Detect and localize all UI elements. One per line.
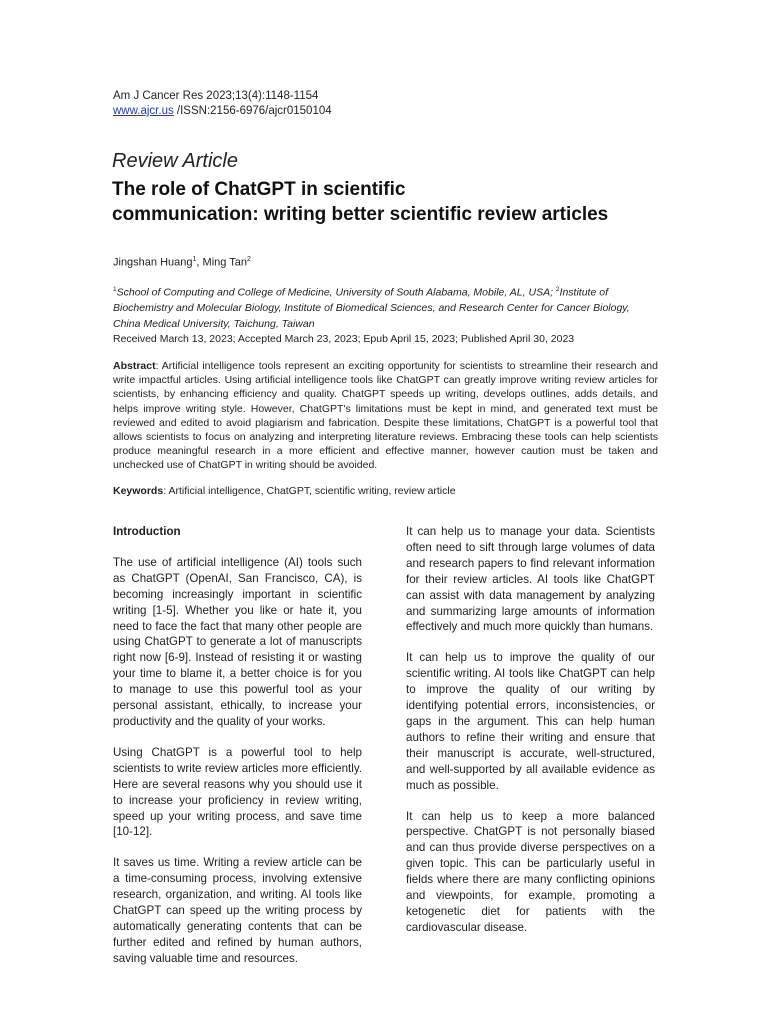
publication-dates: Received March 13, 2023; Accepted March 23, 2023; Epub April 15, 2023; Published April 30, 2023 [113, 333, 575, 345]
body-paragraph: It can help us to manage your data. Scientists often need to sift through large volumes of data and research papers to find relevant information for their review articles. AI tools like ChatGPT can assist with data management by analyzing and summarizing large amounts of information effectively and much more quickly than humans. [406, 525, 655, 634]
body-paragraph: The use of artificial intelligence (AI) tools such as ChatGPT (OpenAI, San Francisco, CA), is becoming increasingly important in scientific writing [1-5]. Whether you like or hate it, you need to face the fact that many other people are using ChatGPT to generate a lot of manuscripts right now [6-9]. Instead of resisting it or wasting your time to blame it, a better choice is for you to manage to use this powerful tool as your personal assistant, ethically, to increase your productivity and the quality of your works. [113, 555, 362, 728]
body-paragraph: Using ChatGPT is a powerful tool to help scientists to write review articles more efficiently. Here are several reasons why you should use it to increase your proficiency in review writing, speed up your writing process, and save time [10-12]. [113, 745, 362, 839]
journal-url-link[interactable]: www.ajcr.us [113, 105, 174, 117]
affiliation-text: Institute of Biochemistry and Molecular Biology, Institute of Biomedical Sciences, and Research Center for Cancer Biology, China Medical University, Taichung, Taiwan [113, 286, 630, 330]
article-type: Review Article [112, 150, 238, 172]
keywords [113, 485, 456, 497]
abstract-text: : Artificial intelligence tools represent an exciting opportunity for scientists to streamline their research and write impactful articles. Using artificial intelligence tools like ChatGPT can greatly improve writing review articles for scientists, by enhancing efficiency and quality. ChatGPT speeds up writing, develops outlines, adds details, and helps improve writing style. However, ChatGPT's limitations must be kept in mind, and generated text must be reviewed and edited to avoid plagiarism and fabrication. Despite these limitations, ChatGPT is a powerful tool that allows scientists to focus on analyzing and interpreting literature reviews. Embracing these tools can help scientists produce meaningful research in a more efficient and effective manner, however caution must be taken and unchecked use of ChatGPT in writing should be avoided. [113, 360, 658, 472]
keywords-label: Keywords [113, 485, 164, 497]
body-paragraph: It can help us to keep a more balanced perspective. ChatGPT is not personally biased and can thus provide diverse perspectives on a given topic. This can be particularly useful in fields where there are many conflicting opinions and viewpoints, for example, promoting a ketogenetic diet for patients with the cardiovascular disease. [406, 809, 655, 934]
author-affiliation-marker: 2 [246, 256, 251, 263]
author-name: Jingshan Huang [113, 256, 193, 269]
journal-issn: /ISSN:2156-6976/ajcr0150104 [176, 105, 332, 117]
author-affiliation-marker: 1 [192, 256, 197, 263]
affiliations [113, 282, 658, 332]
body-paragraph: It saves us time. Writing a review article can be a time-consuming process, involving extensive research, organization, and writing. AI tools like ChatGPT can speed up the writing process by automatically generating contents that can be further edited and refined by human authors, saving valuable time and resources. [113, 856, 362, 965]
author-separator: , [196, 256, 203, 269]
section-heading: Introduction [113, 525, 181, 538]
author-name: Ming Tan [202, 256, 247, 269]
article-title-line-1: The role of ChatGPT in scientific [112, 179, 406, 200]
body-column-left [113, 524, 362, 982]
journal-citation: Am J Cancer Res 2023;13(4):1148-1154 [113, 90, 319, 102]
affiliation-marker: 2 [555, 286, 560, 293]
journal-url-line [113, 104, 332, 119]
body-column-right [406, 524, 655, 951]
abstract [113, 359, 658, 473]
author-list [113, 256, 251, 269]
article-title-line-2: communication: writing better scientific review articles [112, 204, 609, 225]
affiliation-text: School of Computing and College of Medicine, University of South Alabama, Mobile, AL, USA; [116, 286, 556, 299]
article-title [112, 177, 672, 227]
affiliation-marker: 1 [113, 286, 117, 293]
abstract-label: Abstract [113, 360, 156, 372]
journal-header [113, 89, 332, 119]
body-paragraph: It can help us to improve the quality of our scientific writing. AI tools like ChatGPT can help to improve the quality of our writing by identifying potential errors, inconsistencies, or gaps in the argument. This can help human authors to refine their writing and ensure that their manuscript is accurate, well-structured, and well-supported by all available evidence as much as possible. [406, 651, 655, 792]
keywords-text: : Artificial intelligence, ChatGPT, scientific writing, review article [163, 485, 456, 497]
